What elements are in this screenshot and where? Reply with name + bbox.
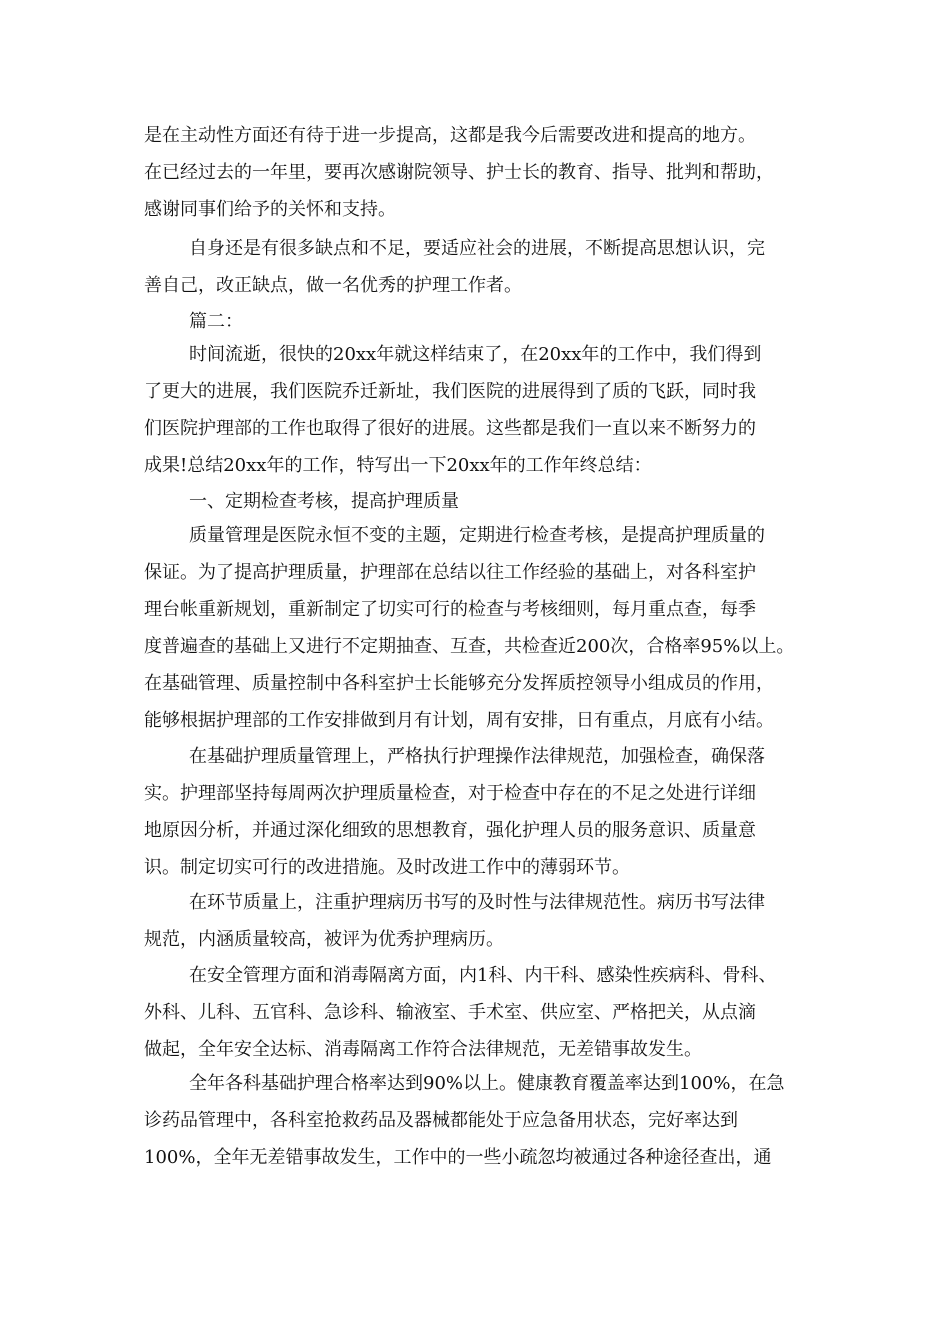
text-line: 外科、儿科、五官科、急诊科、输液室、手术室、供应室、严格把关，从点滴 [144,1002,756,1023]
text-line: 在环节质量上，注重护理病历书写的及时性与法律规范性。病历书写法律 [189,892,765,913]
text-line: 感谢同事们给予的关怀和支持。 [144,199,396,220]
text-line: 地原因分析，并通过深化细致的思想教育，强化护理人员的服务意识、质量意 [144,820,756,841]
text-line: 们医院护理部的工作也取得了很好的进展。这些都是我们一直以来不断努力的 [144,418,756,439]
text-line: 识。制定切实可行的改进措施。及时改进工作中的薄弱环节。 [144,857,630,878]
text-line: 理台帐重新规划，重新制定了切实可行的检查与考核细则，每月重点查，每季 [144,599,756,620]
text-line: 实。护理部坚持每周两次护理质量检查，对于检查中存在的不足之处进行详细 [144,783,756,804]
text-line: 质量管理是医院永恒不变的主题，定期进行检查考核，是提高护理质量的 [189,525,765,546]
text-line: 自身还是有很多缺点和不足，要适应社会的进展，不断提高思想认识，完 [189,238,765,259]
section-heading: 篇二： [189,311,243,332]
text-line: 度普遍查的基础上又进行不定期抽查、互查，共检查近200次，合格率95%以上。 [144,636,795,657]
text-line: 善自己，改正缺点，做一名优秀的护理工作者。 [144,275,522,296]
text-line: 成果!总结20xx年的工作，特写出一下20xx年的工作年终总结： [144,455,652,476]
text-line: 规范，内涵质量较高，被评为优秀护理病历。 [144,929,504,950]
text-line: 在基础管理、质量控制中各科室护士长能够充分发挥质控领导小组成员的作用， [144,673,774,694]
text-line: 时间流逝，很快的20xx年就这样结束了，在20xx年的工作中，我们得到 [189,344,762,365]
text-line: 做起，全年安全达标、消毒隔离工作符合法律规范，无差错事故发生。 [144,1039,702,1060]
text-line: 了更大的进展，我们医院乔迁新址，我们医院的进展得到了质的飞跃，同时我 [144,381,756,402]
text-line: 在已经过去的一年里，要再次感谢院领导、护士长的教育、指导、批判和帮助， [144,162,774,183]
text-line: 能够根据护理部的工作安排做到月有计划，周有安排，日有重点，月底有小结。 [144,710,774,731]
text-line: 在安全管理方面和消毒隔离方面，内1科、内干科、感染性疾病科、骨科、 [189,965,777,986]
section-heading: 一、定期检查考核，提高护理质量 [189,491,459,512]
text-line: 全年各科基础护理合格率达到90%以上。健康教育覆盖率达到100%，在急 [189,1073,785,1094]
text-line: 在基础护理质量管理上，严格执行护理操作法律规范，加强检查，确保落 [189,746,765,767]
text-line: 是在主动性方面还有待于进一步提高，这都是我今后需要改进和提高的地方。 [144,125,756,146]
text-line: 保证。为了提高护理质量，护理部在总结以往工作经验的基础上，对各科室护 [144,562,756,583]
text-line: 100%，全年无差错事故发生，工作中的一些小疏忽均被通过各种途径查出，通 [144,1147,772,1168]
text-line: 诊药品管理中，各科室抢救药品及器械都能处于应急备用状态，完好率达到 [144,1110,738,1131]
